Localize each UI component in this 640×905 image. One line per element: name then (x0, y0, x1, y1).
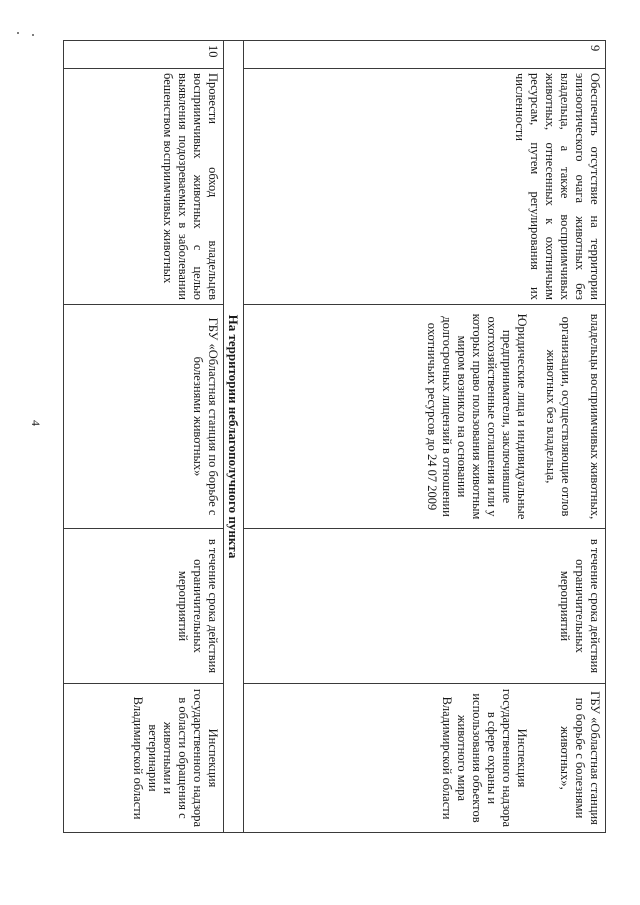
task-cell: Обеспечить отсутствие на территории эпизоотического очага животных без владельца, а также восприимчивых животных, отнесенных к охотничьим ресурсам, путем регулирования их численности (244, 69, 606, 305)
section-row (224, 41, 244, 833)
scan-speck (17, 32, 19, 34)
rotated-table-container (66, 40, 606, 832)
control-cell (64, 684, 224, 833)
scan-speck (32, 34, 34, 36)
control-text: ГБУ «Областная станция по борьбе с болезнями животных», (558, 691, 602, 825)
row-number: 10 (64, 41, 224, 69)
term-cell: в течение срока действия ограничительных мероприятий (64, 529, 224, 684)
executor-text: организации, осуществляющие отлов животных без владельца, (544, 316, 573, 517)
section-title: На территории неблагополучного пункта (224, 41, 244, 833)
executor-text: владельцы восприимчивых животных, (588, 313, 602, 520)
row-number: 9 (244, 41, 606, 69)
control-text: Инспекция государственного надзора в области обращения с животными и ветеринарии Владимирской области (131, 688, 220, 828)
executors-cell (244, 305, 606, 529)
table-row (244, 41, 606, 833)
measures-table (63, 40, 606, 833)
control-cell (244, 684, 606, 833)
control-text: Инспекция государственного надзора в сфере охраны и использования объектов животного мира Владимирской области (440, 688, 529, 828)
executor-text: Юридические лица и индивидуальные предприниматели, заключившие охотхозяйственные соглашения или у которых право пользования животным миром возникло на основании долгосрочных лицензий в отношении охотничьих ресурсов до 24 07 2009 (425, 313, 529, 520)
term-cell: в течение срока действия ограничительных мероприятий (244, 529, 606, 684)
task-cell: Провести обход владельцев восприимчивых животных с целью выявления подозреваемых в заболевании бешенством восприимчивых животных (64, 69, 224, 305)
table-row (64, 41, 224, 833)
executors-cell (64, 305, 224, 529)
executor-text: ГБУ «Областная станция по борьбе с болезнями животных» (191, 317, 220, 516)
page-number: 4 (29, 420, 43, 426)
